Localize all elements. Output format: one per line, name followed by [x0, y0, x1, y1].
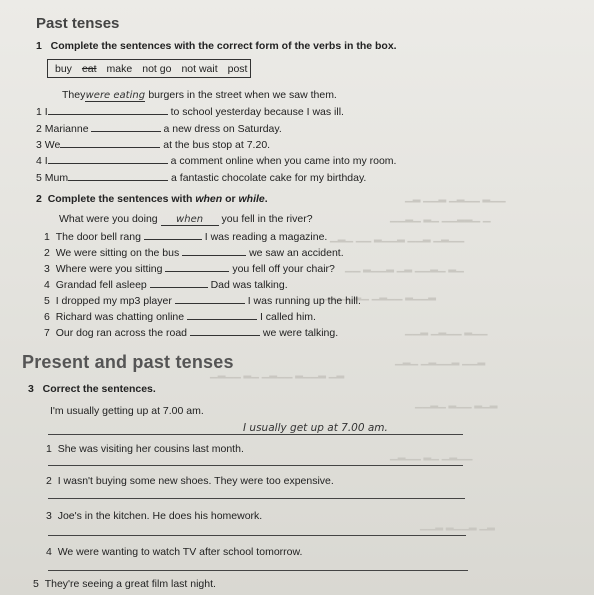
verb-word-box — [47, 59, 251, 78]
exercise-1-example: Theywere eating burgers in the street when we saw them. — [62, 89, 337, 101]
exercise-1-item-5: 5 Mum a fantastic chocolate cake for my birthday. — [36, 169, 366, 184]
exercise-2-item-3: 3 Where were you sitting you fell off your chair? — [44, 260, 335, 275]
exercise-1-item-1: 1 I to school yesterday because I was ill. — [36, 103, 344, 118]
answer-blank[interactable] — [60, 136, 160, 148]
exercise-1-item-4: 4 I a comment online when you came into my room. — [36, 152, 396, 167]
example-answer: were eating — [85, 90, 146, 101]
exercise-1-item-3: 3 We at the bus stop at 7.20. — [36, 136, 270, 151]
word-item: make — [106, 62, 133, 75]
answer-blank[interactable] — [175, 292, 245, 304]
answer-line[interactable] — [48, 434, 463, 435]
exercise-3-item-2: 2 I wasn't buying some new shoes. They were too expensive. — [46, 475, 334, 487]
worksheet-page: ▁▂ ▁▁▂ ▁▂▁▁ ▂▁▁ ▁▁▂▁ ▂▁ ▁▁▂▂▁ ▁ ▁▂▁ ▁▁ ▂▁▁▂ ▁▁▂ ▁▂▁▁ ▁▁ ▂▁▁▂ ▁▂ ▁▁▂▁ ▂▁ ▁▂▁▁ ▂▁ ▁▂▁▁ ▂▁▁▂ ▁▁▂ ▁▂▁▁ ▂▁▁ ▁▂▁ ▁▂▁▁▂ ▁▁▂ ▁▂▁▁ ▂▁ ▁▂▁▁ ▂▁▁▂ ▁▂ ▁▁▂▁ ▂▁▁ ▂▁▂ ▁▂▁▁ ▂▁ ▁▂▁▁ ▁▁▂ ▂▁▁▂ ▁▂ Past tenses 1 Complete the sentences with the correct form of the verbs in the box. buy eat make not go not wait post Theywere eating burgers in the street when we saw them. 1 I to school yesterday because I was ill. 2 Marianne a new dress on Saturday. 3 We at the bus stop at 7.20. 4 I a comment online when you came into my room. 5 Mum a fantastic chocolate cake for my birthday. 2 Complete the sentences with when or while. What were you doing when you fell in the river? 1 The door bell rang I was reading a magazine. 2 We were sitting on the bus we saw an accident. 3 Where were you sitting you fell off your chair? 4 Grandad fell asleep Dad was talking. 5 I dropped my mp3 player I was running up the hill. 6 Richard was chatting online I called him. 7 Our dog ran across the road we were talking. Present and past tenses 3 Correct the sentences. I'm usually getting up at 7.00 am. I usually get up at 7.00 am. 1 She was visiting her cousins last month. 2 I wasn't buying some new shoes. They were too expensive. 3 Joe's in the kitchen. He does his homework. 4 We were wanting to watch TV after school tomorrow. 5 They're seeing a great film last night. — [0, 0, 594, 595]
word-item: buy — [55, 62, 72, 75]
answer-blank[interactable] — [150, 276, 208, 288]
answer-blank[interactable] — [144, 228, 202, 240]
answer-line[interactable] — [48, 498, 465, 499]
exercise-2-item-7: 7 Our dog ran across the road we were talking. — [44, 324, 338, 339]
exercise-3-item-1: 1 She was visiting her cousins last month. — [46, 443, 244, 455]
answer-blank[interactable] — [182, 244, 246, 256]
word-item: not wait — [181, 62, 218, 75]
exercise-2-item-4: 4 Grandad fell asleep Dad was talking. — [44, 276, 288, 291]
exercise-number: 1 — [36, 40, 42, 52]
answer-line[interactable] — [48, 570, 468, 571]
answer-blank[interactable] — [48, 152, 168, 164]
exercise-3-example-answer: I usually get up at 7.00 am. — [243, 422, 388, 434]
exercise-3-example-sentence: I'm usually getting up at 7.00 am. — [50, 405, 204, 417]
answer-blank[interactable] — [190, 324, 260, 336]
instruction-text: Complete the sentences with the correct form of the verbs in the box. — [50, 40, 397, 52]
exercise-2-example: What were you doing when you fell in the river? — [59, 213, 313, 225]
word-item-struck: eat — [81, 62, 97, 75]
exercise-1-item-2: 2 Marianne a new dress on Saturday. — [36, 120, 282, 135]
answer-line[interactable] — [48, 535, 466, 536]
exercise-3-item-4: 4 We were wanting to watch TV after school tomorrow. — [46, 546, 303, 558]
answer-blank[interactable] — [187, 308, 257, 320]
page-title: Past tenses — [36, 15, 120, 32]
exercise-2-instruction: 2 Complete the sentences with when or while. — [36, 193, 268, 205]
exercise-2-item-5: 5 I dropped my mp3 player I was running up the hill. — [44, 292, 361, 307]
exercise-2-item-2: 2 We were sitting on the bus we saw an accident. — [44, 244, 344, 259]
answer-blank[interactable] — [165, 260, 229, 272]
exercise-3-instruction: 3 Correct the sentences. — [28, 383, 156, 395]
section-heading: Present and past tenses — [22, 352, 234, 372]
example-answer: when — [161, 214, 219, 226]
answer-blank[interactable] — [91, 120, 161, 132]
exercise-2-item-1: 1 The door bell rang I was reading a magazine. — [44, 228, 327, 243]
answer-blank[interactable] — [48, 103, 168, 115]
word-item: not go — [142, 62, 172, 75]
exercise-1-instruction — [36, 40, 397, 52]
word-item: post — [227, 62, 248, 75]
answer-line[interactable] — [48, 465, 463, 466]
exercise-2-item-6: 6 Richard was chatting online I called him. — [44, 308, 316, 323]
exercise-3-item-5: 5 They're seeing a great film last night. — [33, 578, 216, 590]
exercise-3-item-3: 3 Joe's in the kitchen. He does his homework. — [46, 510, 263, 522]
answer-blank[interactable] — [68, 169, 168, 181]
